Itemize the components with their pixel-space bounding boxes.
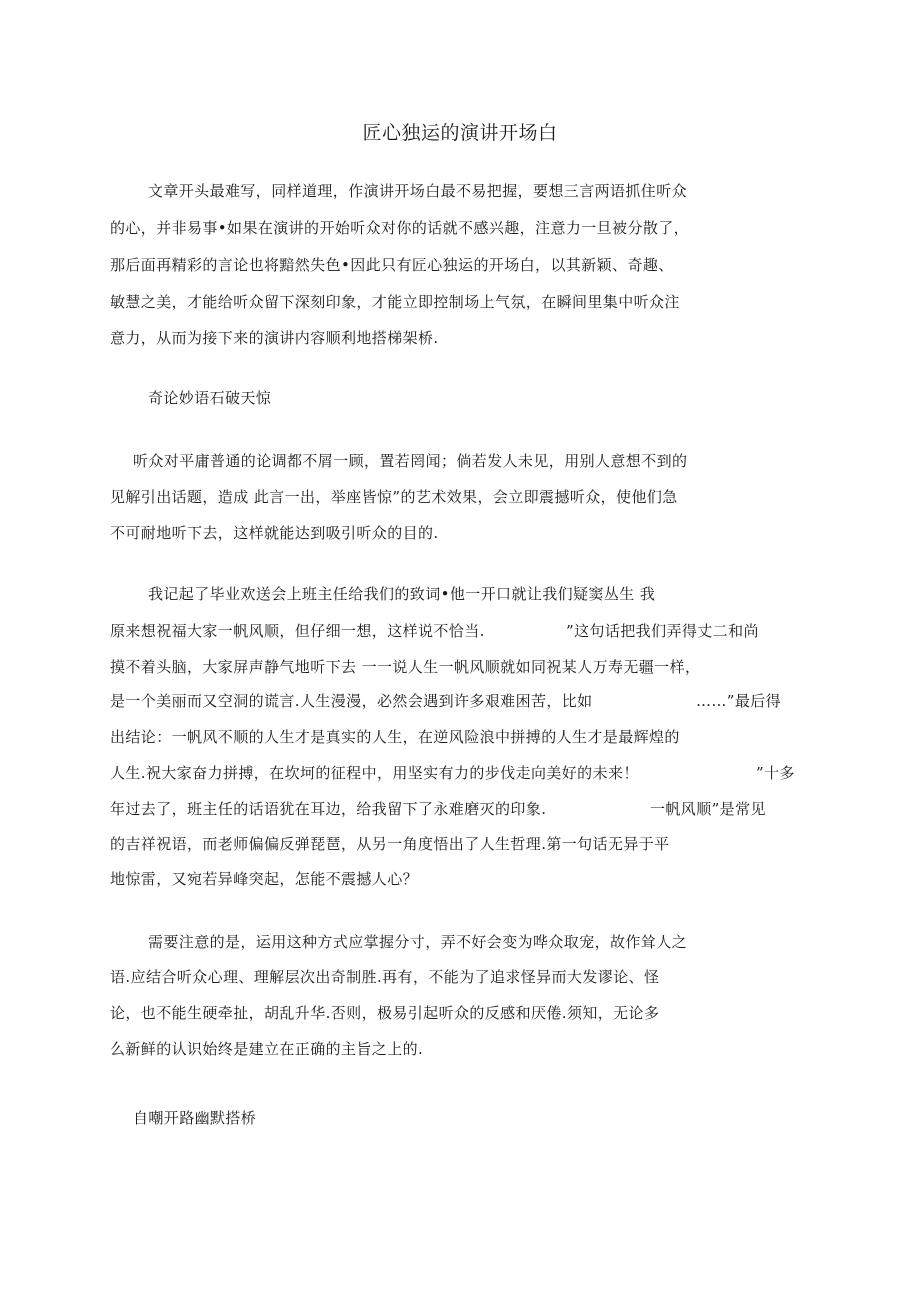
para3-line-7b: 一帆风顺”是常见 (650, 800, 766, 818)
para2-line-3: 不可耐地听下去，这样就能达到吸引听众的目的. (110, 524, 439, 542)
para4-line-3: 论，也不能生硬牵扯，胡乱升华.否则，极易引起听众的反感和厌倦.须知，无论多 (110, 1004, 660, 1022)
para3-line-8: 的吉祥祝语，而老师偏偏反弹琵琶，从另一角度悟出了人生哲理.第一句话无异于平 (110, 835, 670, 853)
para3-line-6: 人生.祝大家奋力拼搏，在坎坷的征程中，用坚实有力的步伐走向美好的未来！ (110, 764, 639, 782)
para3-line-7: 年过去了，班主任的话语犹在耳边，给我留下了永难磨灭的印象. (110, 800, 547, 818)
intro-line-3: 那后面再精彩的言论也将黯然失色•因此只有匠心独运的开场白，以其新颖、奇趣、 (110, 256, 674, 274)
para3-line-2b: ”这句话把我们弄得丈二和尚 (566, 622, 759, 640)
para3-line-4: 是一个美丽而又空洞的谎言.人生漫漫，必然会遇到许多艰难困苦，比如 (110, 692, 593, 710)
section-heading-2: 自嘲开路幽默搭桥 (133, 1109, 257, 1127)
para2-line-1: 听众对平庸普通的论调都不屑一顾，置若罔闻；倘若发人未见，用别人意想不到的 (133, 452, 688, 470)
intro-line-4: 敏慧之美，才能给听众留下深刻印象，才能立即控制场上气氛，在瞬间里集中听众注 (110, 293, 680, 311)
para3-line-3: 摸不着头脑，大家屏声静气地听下去 一一说人生一帆风顺就如同祝某人万寿无疆一样， (110, 658, 701, 676)
intro-line-5: 意力，从而为接下来的演讲内容顺利地搭梯架桥. (110, 329, 439, 347)
intro-line-1: 文章开头最难写，同样道理，作演讲开场白最不易把握，要想三言两语抓住听众 (148, 182, 688, 200)
para3-line-9: 地惊雷，又宛若异峰突起，怎能不震撼人心？ (110, 870, 419, 888)
section-heading-1: 奇论妙语石破天惊 (148, 389, 272, 407)
para3-line-1: 我记起了毕业欢送会上班主任给我们的致词•他一开口就让我们疑窦丛生 我 (148, 585, 656, 603)
document-title: 匠心独运的演讲开场白 (362, 122, 558, 144)
para3-line-5: 出结论：一帆风不顺的人生才是真实的人生，在逆风险浪中拼搏的人生才是最辉煌的 (110, 728, 680, 746)
para4-line-2: 语.应结合听众心理、理解层次出奇制胜.再有，不能为了追求怪异而大发谬论、怪 (110, 968, 660, 986)
para4-line-4: 么新鲜的认识始终是建立在正确的主旨之上的. (110, 1040, 424, 1058)
intro-line-2: 的心，并非易事•如果在演讲的开始听众对你的话就不感兴趣，注意力一旦被分散了， (110, 219, 690, 237)
para3-line-2: 原来想祝福大家一帆风顺，但仔细一想，这样说不恰当. (110, 622, 485, 640)
para2-line-2: 见解引出话题，造成 此言一出，举座皆惊”的艺术效果，会立即震撼听众，使他们急 (110, 488, 678, 506)
para4-line-1: 需要注意的是，运用这种方式应掌握分寸，弄不好会变为哗众取宠，故作耸人之 (148, 933, 688, 951)
para3-line-6b: ”十多 (756, 764, 795, 782)
para3-line-4b: ……”最后得 (696, 692, 782, 710)
